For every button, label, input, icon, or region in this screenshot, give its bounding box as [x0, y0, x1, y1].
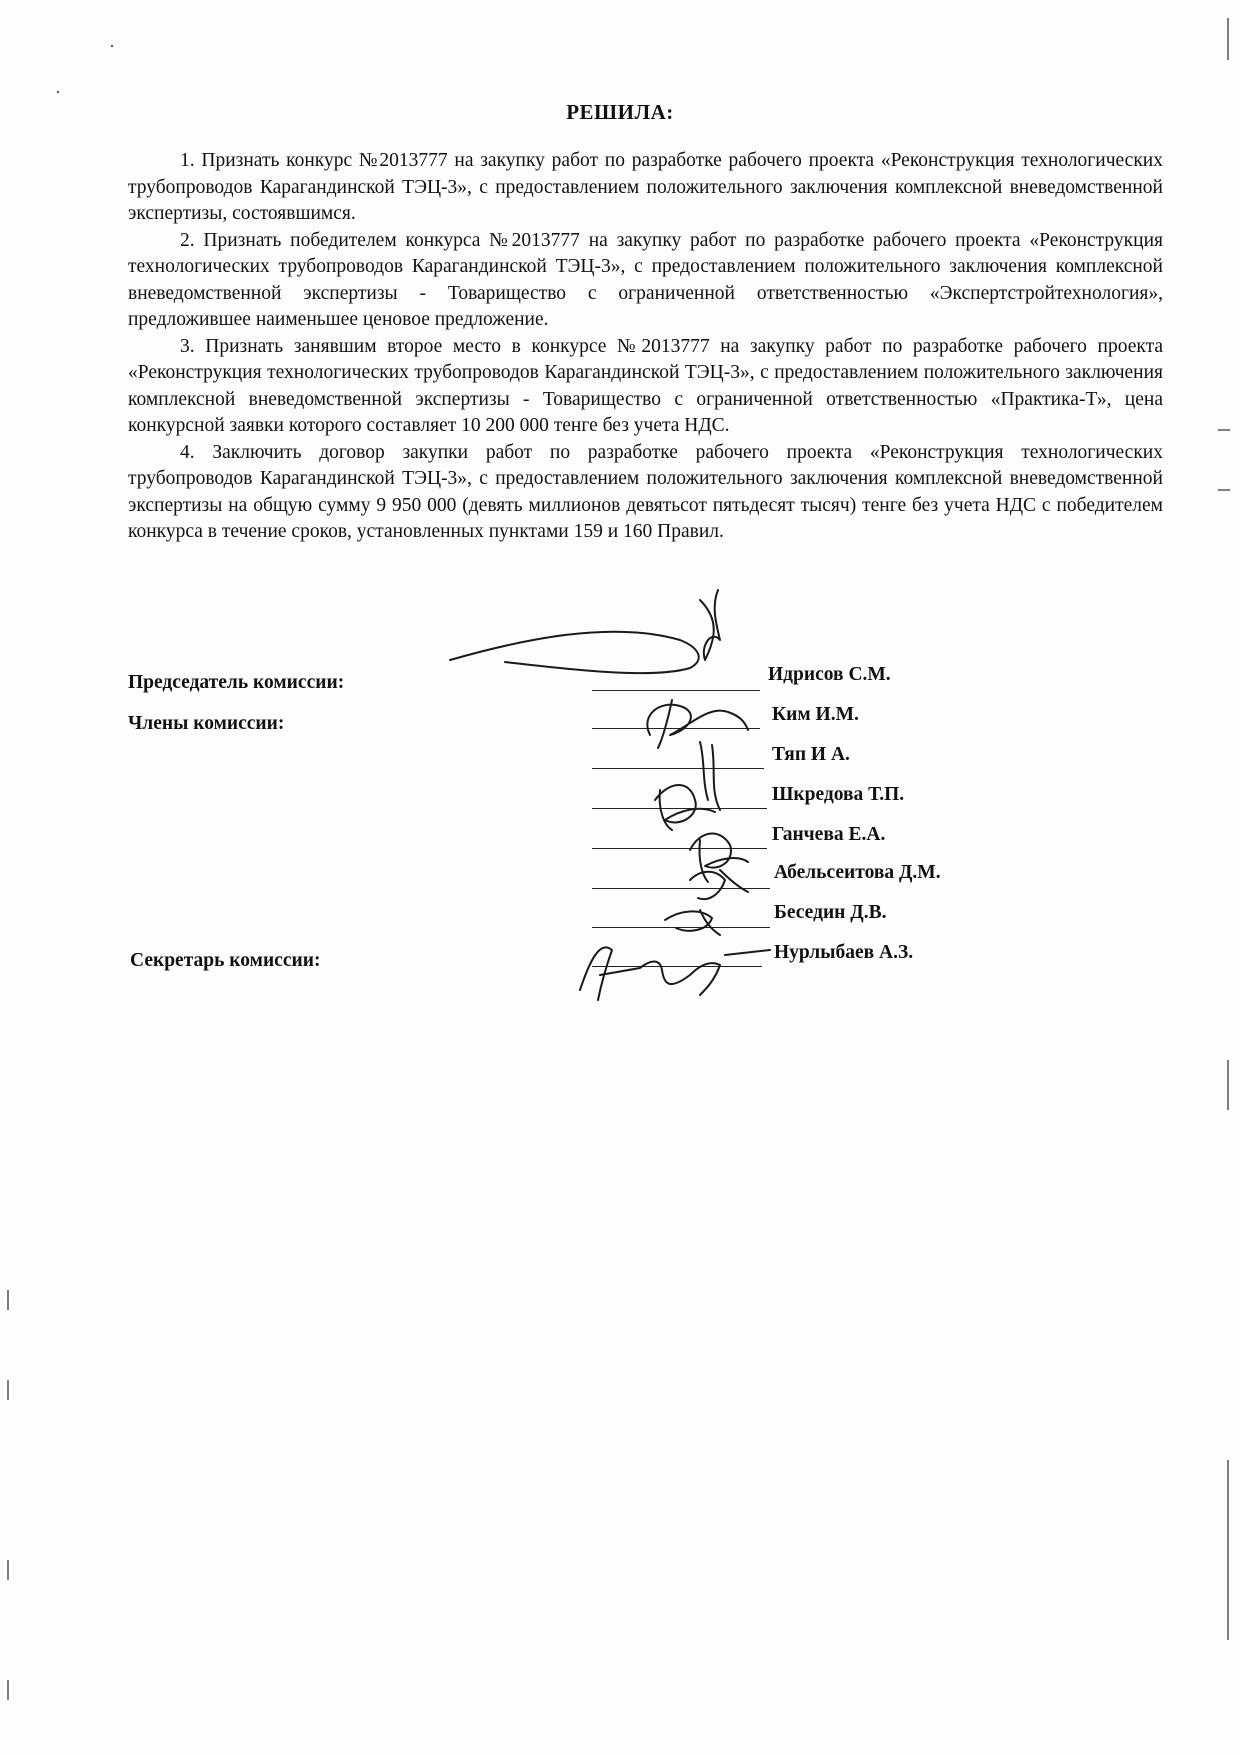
- signature-line: [592, 690, 760, 691]
- signatory-name: Ким И.М.: [772, 704, 859, 725]
- signatory-name: Идрисов С.М.: [768, 664, 891, 685]
- members-label: Члены комиссии:: [128, 713, 285, 734]
- signature-line: [592, 848, 767, 849]
- decision-item-2: 2. Признать победителем конкурса №2013777 на закупку работ по разработке рабочего проекта «Реконструкция технологических трубопроводов Карагандинской ТЭЦ-3», с предоставлением положительного заключения комплексной вневедомственной экспертизы - Товарищество с ограниченной ответственностью «Экспертстройтехнология», предложившее наименьшее ценовое предложение.: [128, 229, 1163, 330]
- signature-line: [592, 888, 770, 889]
- signature-line: [592, 728, 760, 729]
- signatory-name: Ганчева Е.А.: [772, 824, 886, 845]
- signatory-name: Тяп И А.: [772, 744, 850, 765]
- signature-member-4: [690, 834, 748, 882]
- signature-member-6: [665, 910, 720, 935]
- signature-line: [592, 966, 762, 967]
- signature-line: [592, 768, 764, 769]
- signature-chairman: [450, 590, 720, 673]
- signature-member-5: [690, 870, 748, 899]
- decision-body: [128, 148, 1163, 546]
- signatory-name: Нурлыбаев А.З.: [774, 942, 914, 963]
- decision-item-4: 4. Заключить договор закупки работ по разработке рабочего проекта «Реконструкция технологических трубопроводов Карагандинской ТЭЦ-3», с предоставлением положительного заключения комплексной вневедомственной экспертизы на общую сумму 9 950 000 (девять миллионов девятьсот пятьдесят тысяч) тенге без учета НДС с победителем конкурса в течение сроков, установленных пунктами 159 и 160 Правил.: [128, 441, 1163, 542]
- signature-member-2: [700, 742, 720, 810]
- decision-item-1: 1. Признать конкурс №2013777 на закупку работ по разработке рабочего проекта «Реконструкция технологических трубопроводов Карагандинской ТЭЦ-3», с предоставлением положительного заключения комплексной вневедомственной экспертизы, состоявшимся.: [128, 150, 1163, 224]
- signatory-name: Шкредова Т.П.: [772, 784, 905, 805]
- signature-member-1: [647, 700, 748, 748]
- signature-line: [592, 808, 767, 809]
- signatory-name: Абельсеитова Д.М.: [774, 862, 941, 883]
- signature-secretary: [580, 947, 770, 1000]
- document-heading: РЕШИЛА:: [566, 100, 674, 124]
- signature-line: [592, 927, 770, 928]
- decision-item-3: 3. Признать занявшим второе место в конкурсе №2013777 на закупку работ по разработке рабочего проекта «Реконструкция технологических трубопроводов Карагандинской ТЭЦ-3», с предоставлением положительного заключения комплексной вневедомственной экспертизы - Товарищество с ограниченной ответственностью «Практика-Т», цена конкурсной заявки которого составляет 10 200 000 тенге без учета НДС.: [128, 335, 1163, 436]
- signatory-name: Беседин Д.В.: [774, 902, 887, 923]
- chairman-label: Председатель комиссии:: [128, 672, 345, 693]
- secretary-label: Секретарь комиссии:: [130, 950, 321, 971]
